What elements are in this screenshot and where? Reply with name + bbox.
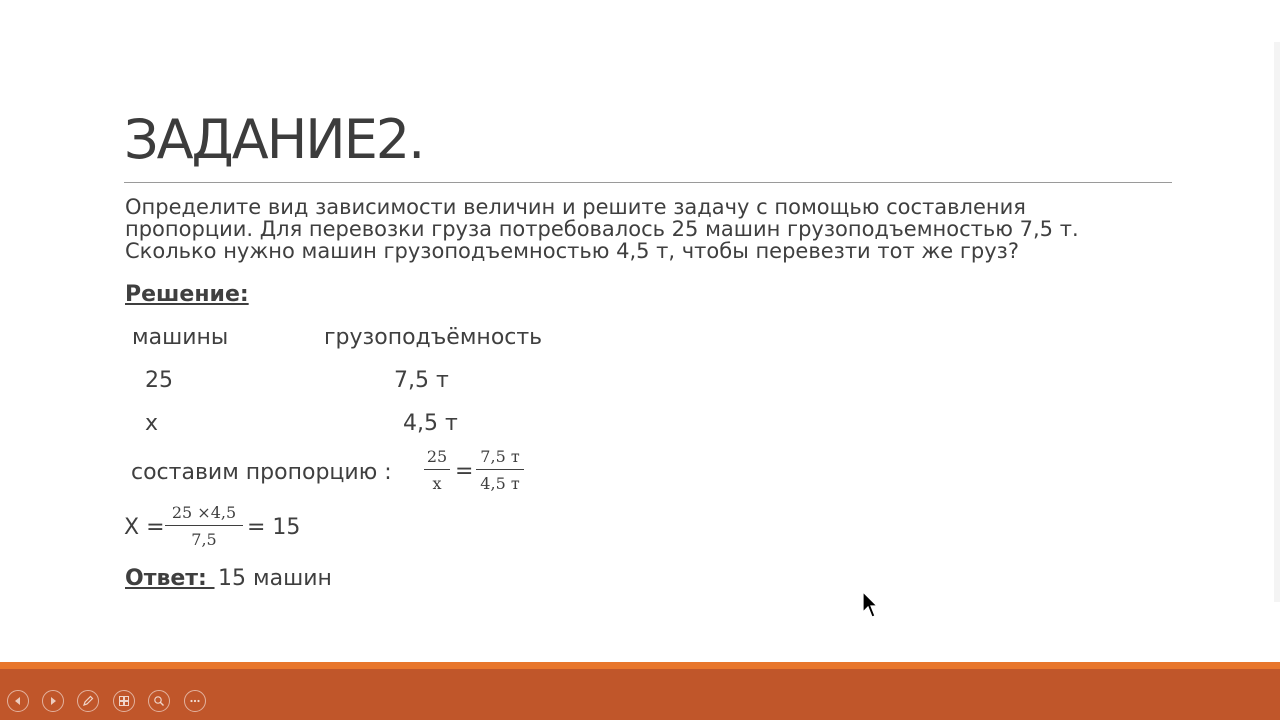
fraction-bar [424,469,450,470]
toolbar-accent-strip [0,662,1280,669]
title-divider [124,182,1172,183]
pen-icon [82,695,94,707]
fraction-denominator: 7,5 [191,530,217,549]
fraction-denominator: 4,5 т [480,474,520,493]
fraction-right [476,447,524,493]
answer-value: 15 машин [218,566,332,591]
formula-lhs: Х = [124,515,165,540]
slides-view-button[interactable] [113,690,135,712]
answer-label: Ответ: [125,566,215,591]
arrow-left-icon [12,695,24,707]
fraction-numerator: 7,5 т [480,447,520,466]
table-cell: 7,5 т [394,368,449,393]
column-header-capacity: грузоподъёмность [324,325,543,350]
fraction-denominator: x [432,474,442,493]
scroll-track[interactable] [1274,42,1280,602]
slide-title: ЗАДАНИЕ2. [124,108,424,171]
column-header-machines: машины [132,325,229,350]
grid-view-icon [118,695,130,707]
next-slide-button[interactable] [42,690,64,712]
task-text [125,196,1125,262]
fraction-left [424,447,450,493]
task-line: пропорции. Для перевозки груза потребовалось 25 машин грузоподъемностью 7,5 т. [125,217,1079,241]
task-line: Сколько нужно машин грузоподъемностью 4,5 т, чтобы перевезти тот же груз? [125,239,1019,263]
fraction-bar [165,525,243,526]
arrow-right-icon [47,695,59,707]
ellipsis-icon [189,695,201,707]
equals-sign: = [455,459,474,484]
proportion-label: составим пропорцию : [131,460,392,485]
pen-tool-button[interactable] [77,690,99,712]
fraction-numerator: 25 ×4,5 [171,503,237,522]
table-cell: х [145,411,159,436]
table-cell: 25 [145,368,173,393]
formula-rhs: = 15 [247,515,301,540]
previous-slide-button[interactable] [7,690,29,712]
fraction-bar [476,469,524,470]
table-cell: 4,5 т [403,411,458,436]
more-options-button[interactable] [184,690,206,712]
formula-fraction [165,503,243,549]
magnifier-icon [153,695,165,707]
fraction-numerator: 25 [426,447,448,466]
zoom-button[interactable] [148,690,170,712]
mouse-pointer-icon [862,591,878,619]
task-line: Определите вид зависимости величин и решите задачу с помощью составления [125,195,1026,219]
solution-label: Решение: [125,282,249,307]
